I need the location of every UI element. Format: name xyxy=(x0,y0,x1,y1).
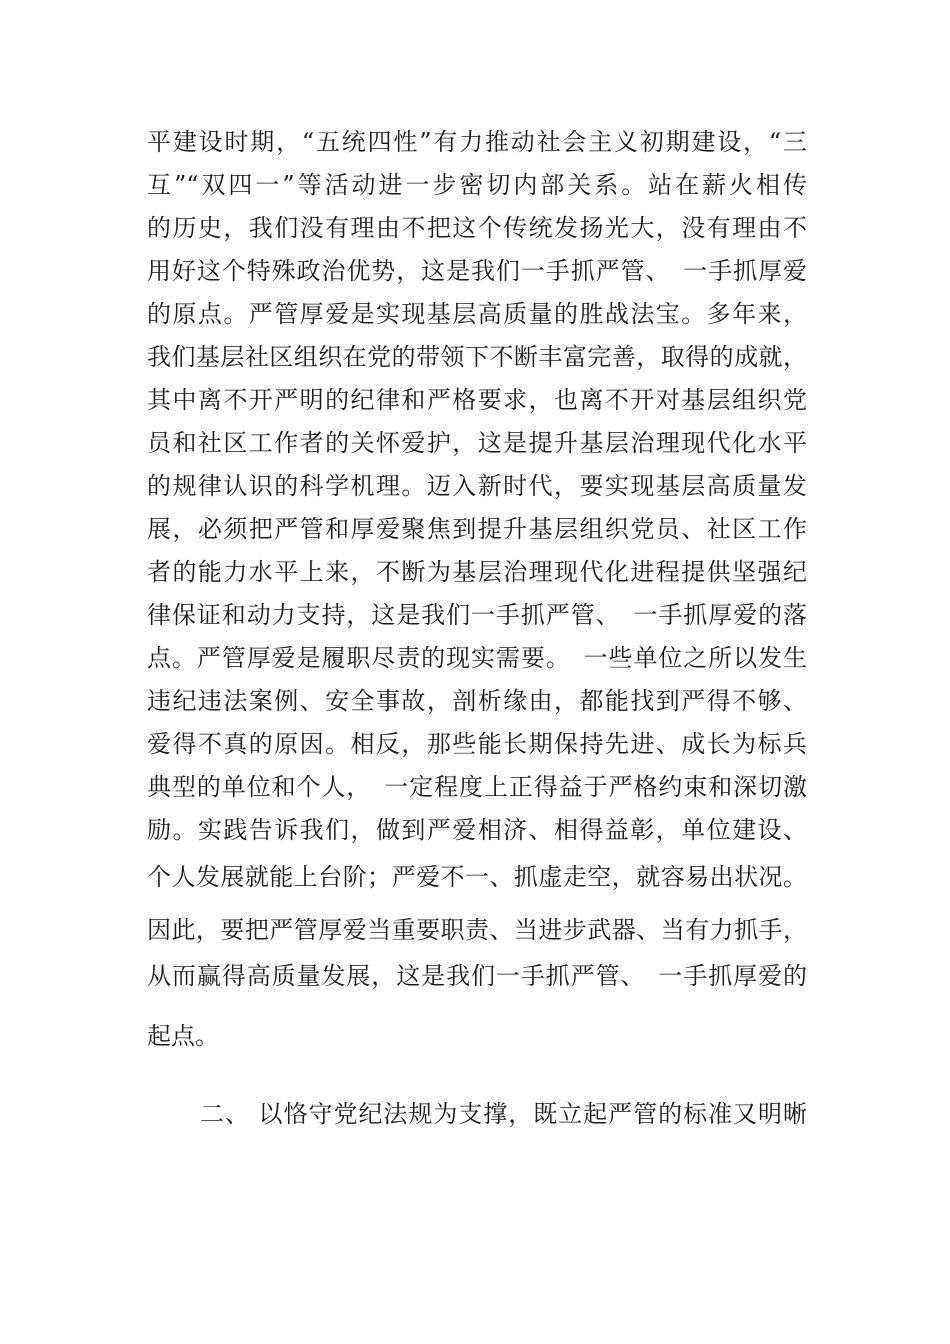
paragraph-line: 者的能力水平上来，不断为基层治理现代化进程提供坚强纪 xyxy=(147,558,807,586)
paragraph-line: 违纪违法案例、安全事故，剖析缘由，都能找到严得不够、 xyxy=(147,687,807,715)
paragraph-line: 个人发展就能上台阶；严爱不一、抓虚走空，就容易出状况。 xyxy=(147,863,807,891)
paragraph-line: 我们基层社区组织在党的带领下不断丰富完善，取得的成就， xyxy=(147,343,807,371)
paragraph-line: 典型的单位和个人， 一定程度上正得益于严格约束和深切激 xyxy=(147,773,807,801)
paragraph-line: 其中离不开严明的纪律和严格要求，也离不开对基层组织党 xyxy=(147,386,807,414)
paragraph-line: 互”“双四一”等活动进一步密切内部关系。站在薪火相传 xyxy=(147,171,807,199)
paragraph-line: 律保证和动力支持，这是我们一手抓严管、 一手抓厚爱的落 xyxy=(147,601,807,629)
section-heading: 二、 以恪守党纪法规为支撑，既立起严管的标准又明晰 xyxy=(200,1100,807,1128)
paragraph-line: 用好这个特殊政治优势，这是我们一手抓严管、 一手抓厚爱 xyxy=(147,257,807,285)
paragraph-line: 的规律认识的科学机理。迈入新时代，要实现基层高质量发 xyxy=(147,472,807,500)
paragraph-line: 展，必须把严管和厚爱聚焦到提升基层组织党员、社区工作 xyxy=(147,515,807,543)
paragraph-line: 员和社区工作者的关怀爱护，这是提升基层治理现代化水平 xyxy=(147,429,807,457)
paragraph-line: 平建设时期，“五统四性”有力推动社会主义初期建设，“三 xyxy=(147,128,807,156)
paragraph-line: 起点。 xyxy=(147,1022,219,1050)
paragraph-line: 的原点。严管厚爱是实现基层高质量的胜战法宝。多年来， xyxy=(147,300,807,328)
paragraph-line: 点。严管厚爱是履职尽责的现实需要。 一些单位之所以发生 xyxy=(147,644,807,672)
paragraph-line: 爱得不真的原因。相反，那些能长期保持先进、成长为标兵 xyxy=(147,730,807,758)
paragraph-line: 励。实践告诉我们，做到严爱相济、相得益彰，单位建设、 xyxy=(147,816,807,844)
paragraph-line: 从而赢得高质量发展，这是我们一手抓严管、 一手抓厚爱的 xyxy=(147,962,807,990)
paragraph-line: 因此，要把严管厚爱当重要职责、当进步武器、当有力抓手， xyxy=(147,916,807,944)
paragraph-line: 的历史，我们没有理由不把这个传统发扬光大，没有理由不 xyxy=(147,214,807,242)
